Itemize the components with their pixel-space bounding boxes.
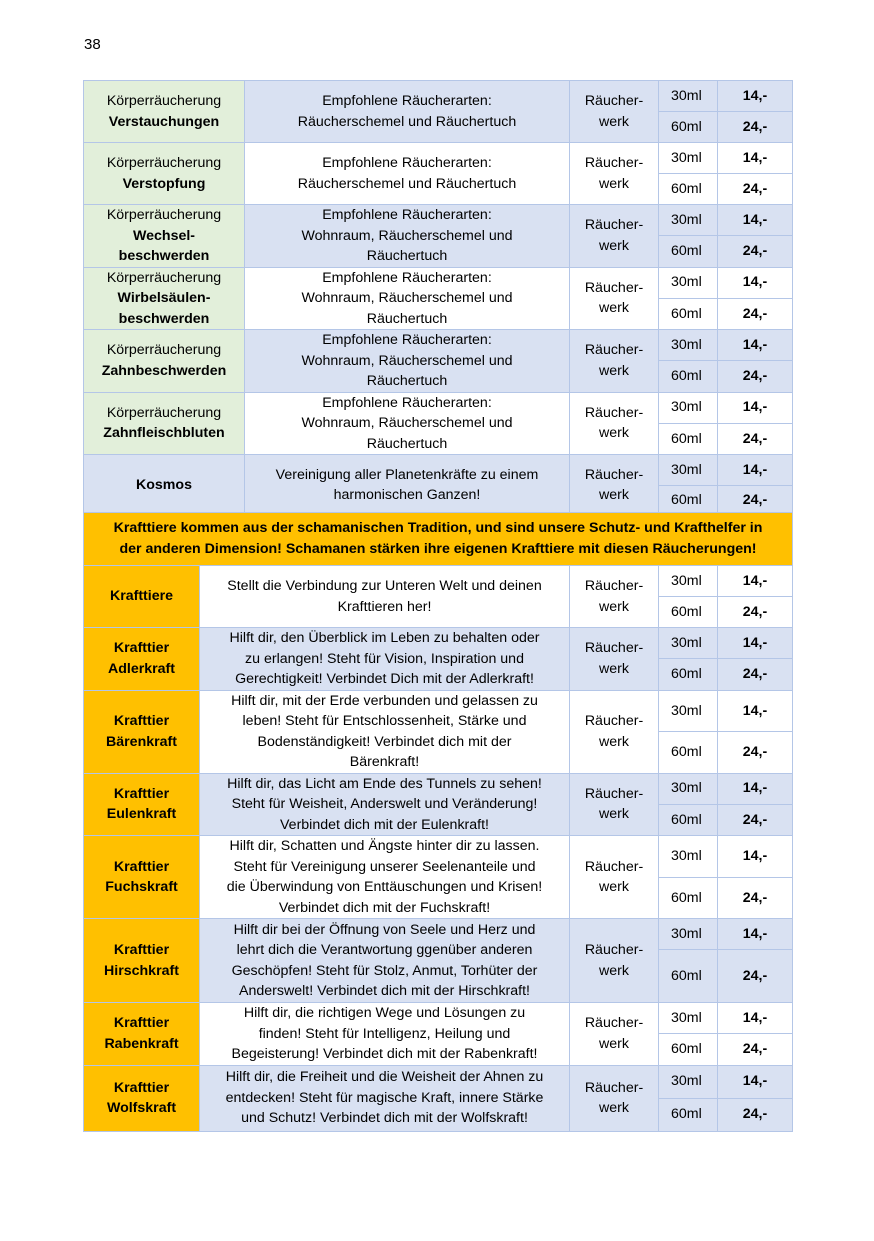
product-name-line: Adlerkraft <box>107 660 176 677</box>
type-line: Räucher- <box>584 155 644 171</box>
product-category: Körperräucherung <box>106 93 222 109</box>
product-description <box>245 143 570 205</box>
price-small: 14,- <box>718 919 793 950</box>
size-large: 60ml <box>659 877 718 919</box>
type-line: werk <box>599 962 629 979</box>
description-line: Räuchertuch <box>366 373 448 389</box>
product-name-line: Rabenkraft <box>104 1035 179 1052</box>
product-name-cell <box>84 628 200 691</box>
product-name-line: Zahnfleischbluten <box>103 425 225 442</box>
product-category: Körperräucherung <box>106 155 222 171</box>
type-line: Räucher- <box>584 858 644 875</box>
product-type <box>570 330 659 393</box>
product-description <box>200 919 570 1003</box>
type-line: werk <box>599 300 629 317</box>
table-row <box>84 1003 793 1034</box>
description-line: Geschöpfen! Steht für Stolz, Anmut, Torhüter der <box>231 962 538 979</box>
product-name-line: beschwerden <box>118 310 210 327</box>
size-small: 30ml <box>659 628 718 659</box>
product-name-line: Wechsel- <box>132 227 196 244</box>
product-name-line: beschwerden <box>118 248 210 264</box>
size-large: 60ml <box>659 298 718 329</box>
description-line: leben! Steht für Entschlossenheit, Stärke und <box>242 713 527 729</box>
product-name-line: Zahnbeschwerden <box>101 362 227 379</box>
product-name-line: Eulenkraft <box>106 806 177 823</box>
description-line: Krafttieren her! <box>337 598 432 615</box>
price-small: 14,- <box>718 1003 793 1034</box>
product-description <box>245 205 570 268</box>
description-line: Steht für Vereinigung unserer Seelenanteile und <box>233 858 536 875</box>
price-large: 24,- <box>718 423 793 454</box>
product-name-line: Verstauchungen <box>108 113 220 130</box>
size-large: 60ml <box>659 361 718 392</box>
description-line: Verbindet dich mit der Fuchskraft! <box>278 899 491 916</box>
product-name-cell <box>84 330 245 393</box>
product-type <box>570 690 659 773</box>
description-line: Hilft dir, den Überblick im Leben zu behalten oder <box>229 630 540 646</box>
product-name-line: Krafttiere <box>109 588 174 605</box>
description-line: harmonischen Ganzen! <box>333 487 481 503</box>
product-name-line: Bärenkraft <box>106 733 177 750</box>
size-small: 30ml <box>659 1065 718 1098</box>
krafttiere-banner <box>84 513 793 566</box>
table-row <box>84 1065 793 1098</box>
type-line: Räucher- <box>584 1015 644 1032</box>
price-large: 24,- <box>718 877 793 919</box>
table-row <box>84 330 793 361</box>
price-small: 14,- <box>718 773 793 804</box>
product-description <box>200 1003 570 1066</box>
size-small: 30ml <box>659 392 718 423</box>
size-large: 60ml <box>659 804 718 835</box>
price-large: 24,- <box>718 174 793 205</box>
table-row <box>84 773 793 804</box>
table-row <box>84 205 793 236</box>
type-line: Räucher- <box>584 279 644 296</box>
product-name-line: Krafttier <box>113 713 170 729</box>
product-type <box>570 455 659 516</box>
product-name-line: Krafttier <box>113 942 170 958</box>
price-small: 14,- <box>718 836 793 878</box>
size-small: 30ml <box>659 690 718 732</box>
table-row <box>84 392 793 423</box>
price-small: 14,- <box>718 566 793 597</box>
price-large: 24,- <box>718 804 793 835</box>
product-type <box>570 1003 659 1066</box>
price-large: 24,- <box>718 486 793 516</box>
description-line: Empfohlene Räucherarten: <box>322 269 492 286</box>
size-small: 30ml <box>659 455 718 486</box>
type-line: werk <box>599 113 629 130</box>
type-line: werk <box>599 362 629 379</box>
product-type <box>570 1065 659 1131</box>
price-small: 14,- <box>718 392 793 423</box>
product-type <box>570 919 659 1003</box>
product-type <box>570 566 659 628</box>
type-line: Räucher- <box>584 942 644 958</box>
price-large: 24,- <box>718 659 793 690</box>
description-line: die Überwindung von Enttäuschungen und Krisen! <box>226 879 543 895</box>
description-line: Hilft dir, die richtigen Wege und Lösungen zu <box>243 1005 526 1021</box>
description-line: Empfohlene Räucherarten: <box>322 207 492 223</box>
description-line: Wohnraum, Räucherschemel und <box>301 352 513 369</box>
price-small: 14,- <box>718 267 793 298</box>
description-line: Anderswelt! Verbindet dich mit der Hirschkraft! <box>239 983 530 999</box>
product-name-cell <box>84 143 245 205</box>
products-table-koerper <box>83 80 793 516</box>
size-small: 30ml <box>659 267 718 298</box>
product-description <box>245 267 570 330</box>
description-line: Wohnraum, Räucherschemel und <box>301 290 513 306</box>
type-line: werk <box>599 598 629 615</box>
description-line: Verbindet dich mit der Eulenkraft! <box>280 816 489 833</box>
description-line: Empfohlene Räucherarten: <box>322 155 492 171</box>
product-name-cell <box>84 919 200 1003</box>
type-line: Räucher- <box>584 342 644 359</box>
description-line: zu erlangen! Steht für Vision, Inspiration und <box>245 650 524 667</box>
description-line: Vereinigung aller Planetenkräfte zu einem <box>275 466 539 483</box>
description-line: Empfohlene Räucherarten: <box>322 332 492 348</box>
description-line: Räucherschemel und Räuchertuch <box>297 175 517 192</box>
table-row <box>84 836 793 878</box>
size-small: 30ml <box>659 836 718 878</box>
size-large: 60ml <box>659 1098 718 1131</box>
price-small: 14,- <box>718 330 793 361</box>
product-name-cell <box>84 392 245 455</box>
product-category: Körperräucherung <box>106 207 222 223</box>
product-description <box>200 836 570 919</box>
product-description <box>200 773 570 836</box>
price-large: 24,- <box>718 236 793 267</box>
size-small: 30ml <box>659 330 718 361</box>
description-line: und Schutz! Verbindet dich mit der Wolfskraft! <box>241 1110 528 1127</box>
banner-line: der anderen Dimension! Schamanen stärken ihre eigenen Krafttiere mit diesen Räucherungen! <box>119 541 757 557</box>
price-small: 14,- <box>718 1065 793 1098</box>
description-line: Räuchertuch <box>366 435 448 452</box>
description-line: Wohnraum, Räucherschemel und <box>301 415 513 431</box>
product-category: Körperräucherung <box>106 342 222 359</box>
product-name-cell <box>84 566 200 628</box>
description-line: Wohnraum, Räucherschemel und <box>301 227 513 244</box>
size-small: 30ml <box>659 81 718 112</box>
size-large: 60ml <box>659 659 718 690</box>
size-large: 60ml <box>659 112 718 143</box>
product-name-line: Krafttier <box>113 785 170 802</box>
type-line: werk <box>599 175 629 192</box>
product-description <box>200 690 570 773</box>
size-small: 30ml <box>659 919 718 950</box>
product-description <box>245 455 570 516</box>
table-row <box>84 143 793 174</box>
price-small: 14,- <box>718 143 793 174</box>
product-name-line: Hirschkraft <box>104 962 179 979</box>
type-line: werk <box>599 237 629 254</box>
description-line: Hilft dir, das Licht am Ende des Tunnels zu sehen! <box>227 775 542 792</box>
size-large: 60ml <box>659 236 718 267</box>
type-line: werk <box>599 660 629 677</box>
table-row <box>84 919 793 950</box>
product-category: Körperräucherung <box>106 404 222 421</box>
table-row <box>84 690 793 732</box>
type-line: Räucher- <box>584 578 644 594</box>
description-line: Hilft dir, mit der Erde verbunden und gelassen zu <box>231 692 538 709</box>
type-line: Räucher- <box>584 404 644 421</box>
table-row <box>84 455 793 486</box>
product-type <box>570 81 659 143</box>
description-line: finden! Steht für Intelligenz, Heilung und <box>258 1025 511 1042</box>
products-table-krafttiere <box>83 512 793 1132</box>
product-name-cell <box>84 773 200 836</box>
product-name-line: Wirbelsäulen- <box>117 290 211 306</box>
description-line: Empfohlene Räucherarten: <box>322 93 492 109</box>
product-description <box>200 566 570 628</box>
size-small: 30ml <box>659 1003 718 1034</box>
description-line: lehrt dich die Verantwortung ggenüber anderen <box>236 942 533 958</box>
type-line: werk <box>599 425 629 442</box>
description-line: Bodenständigkeit! Verbindet dich mit der <box>257 733 512 750</box>
price-large: 24,- <box>718 1034 793 1065</box>
product-description <box>200 1065 570 1131</box>
product-type <box>570 392 659 455</box>
price-large: 24,- <box>718 1098 793 1131</box>
size-small: 30ml <box>659 205 718 236</box>
product-type <box>570 628 659 691</box>
size-large: 60ml <box>659 597 718 628</box>
table-row <box>84 566 793 597</box>
product-description <box>245 392 570 455</box>
type-line: werk <box>599 806 629 823</box>
product-description <box>245 81 570 143</box>
table-row <box>84 81 793 112</box>
product-name-line: Krafttier <box>113 858 170 875</box>
type-line: werk <box>599 879 629 895</box>
description-line: Gerechtigkeit! Verbindet Dich mit der Adlerkraft! <box>235 671 534 687</box>
product-name-line: Krafttier <box>113 1015 170 1032</box>
type-line: Räucher- <box>584 713 644 729</box>
type-line: werk <box>599 487 629 503</box>
product-name-line: Kosmos <box>136 476 192 493</box>
size-large: 60ml <box>659 486 718 516</box>
description-line: Räuchertuch <box>366 310 448 327</box>
product-name-cell <box>84 690 200 773</box>
price-small: 14,- <box>718 455 793 486</box>
product-name-cell <box>84 267 245 330</box>
size-large: 60ml <box>659 732 718 774</box>
size-large: 60ml <box>659 1034 718 1065</box>
product-name-line: Verstopfung <box>122 175 206 192</box>
size-small: 30ml <box>659 143 718 174</box>
price-large: 24,- <box>718 732 793 774</box>
description-line: Steht für Weisheit, Anderswelt und Veränderung! <box>231 796 538 812</box>
price-large: 24,- <box>718 112 793 143</box>
description-line: Bärenkraft! <box>349 754 420 770</box>
price-large: 24,- <box>718 950 793 1003</box>
description-line: Stellt die Verbindung zur Unteren Welt und deinen <box>227 578 542 594</box>
product-description <box>200 628 570 691</box>
product-type <box>570 143 659 205</box>
price-small: 14,- <box>718 690 793 732</box>
product-type <box>570 205 659 268</box>
page-number: 38 <box>84 36 101 53</box>
table-row <box>84 267 793 298</box>
type-line: Räucher- <box>584 466 644 483</box>
product-name-line: Krafttier <box>113 1079 170 1096</box>
type-line: werk <box>599 1035 629 1052</box>
product-type <box>570 836 659 919</box>
product-name-line: Wolfskraft <box>106 1100 177 1116</box>
product-name-line: Krafttier <box>113 640 170 657</box>
product-type <box>570 773 659 836</box>
description-line: entdecken! Steht für magische Kraft, innere Stärke <box>225 1089 544 1106</box>
product-name-cell <box>84 1003 200 1066</box>
product-name-cell <box>84 836 200 919</box>
description-line: Hilft dir bei der Öffnung von Seele und Herz und <box>233 921 536 938</box>
price-large: 24,- <box>718 597 793 628</box>
banner-line: Krafttiere kommen aus der schamanischen Tradition, und sind unsere Schutz- und Krafthelfer in <box>113 520 763 536</box>
size-large: 60ml <box>659 950 718 1003</box>
table-row <box>84 628 793 659</box>
type-line: werk <box>599 1100 629 1116</box>
size-large: 60ml <box>659 423 718 454</box>
product-name-cell <box>84 81 245 143</box>
price-small: 14,- <box>718 81 793 112</box>
description-line: Empfohlene Räucherarten: <box>322 394 492 411</box>
product-description <box>245 330 570 393</box>
price-small: 14,- <box>718 205 793 236</box>
size-small: 30ml <box>659 773 718 804</box>
price-small: 14,- <box>718 628 793 659</box>
product-name-cell <box>84 1065 200 1131</box>
product-name-cell <box>84 455 245 516</box>
description-line: Begeisterung! Verbindet dich mit der Rabenkraft! <box>231 1046 538 1062</box>
type-line: Räucher- <box>584 785 644 802</box>
product-name-line: Fuchskraft <box>105 879 178 895</box>
price-large: 24,- <box>718 361 793 392</box>
description-line: Hilft dir, die Freiheit und die Weisheit der Ahnen zu <box>225 1069 544 1086</box>
description-line: Räucherschemel und Räuchertuch <box>297 113 517 130</box>
type-line: Räucher- <box>584 93 644 109</box>
product-category: Körperräucherung <box>106 269 222 286</box>
type-line: Räucher- <box>584 640 644 657</box>
type-line: Räucher- <box>584 217 644 234</box>
size-large: 60ml <box>659 174 718 205</box>
size-small: 30ml <box>659 566 718 597</box>
product-name-cell <box>84 205 245 268</box>
type-line: werk <box>599 733 629 750</box>
description-line: Hilft dir, Schatten und Ängste hinter dir zu lassen. <box>229 838 540 854</box>
banner-row <box>84 513 793 566</box>
price-large: 24,- <box>718 298 793 329</box>
description-line: Räuchertuch <box>366 248 448 264</box>
product-type <box>570 267 659 330</box>
type-line: Räucher- <box>584 1079 644 1096</box>
